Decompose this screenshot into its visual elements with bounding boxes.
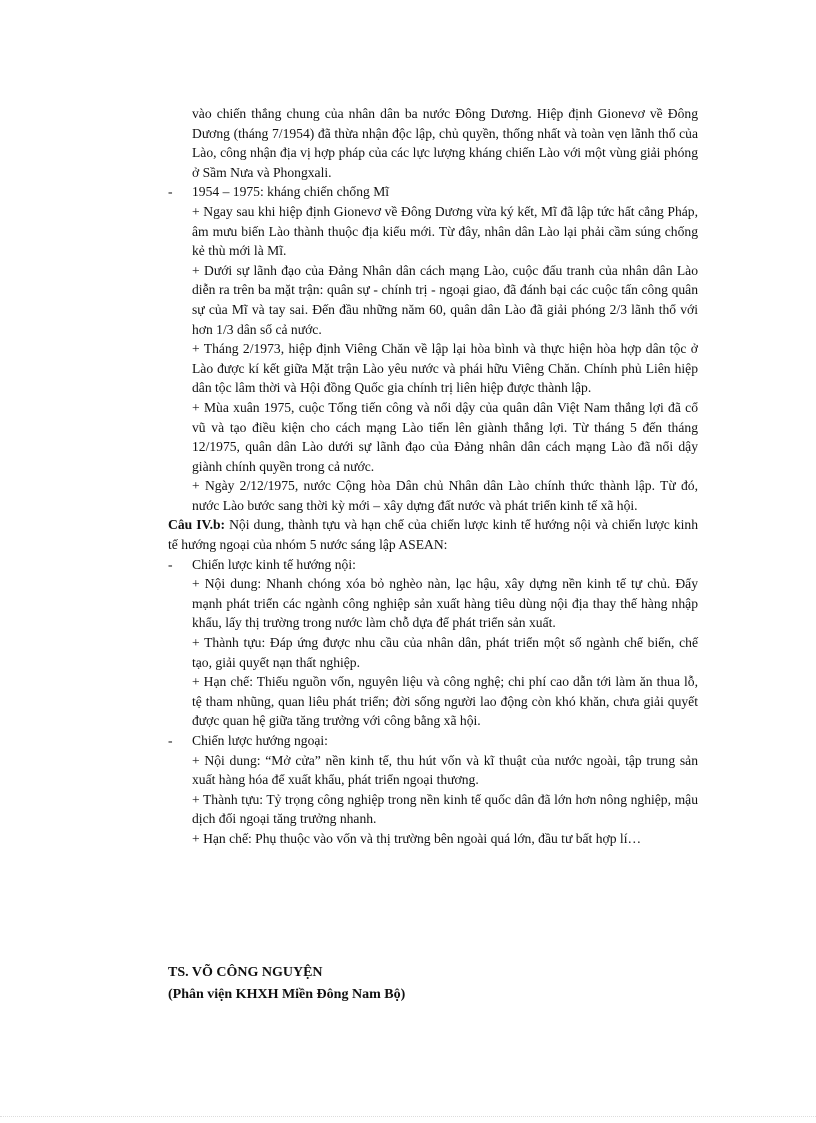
list-item: + Nội dung: Nhanh chóng xóa bỏ nghèo nàn, lạc hậu, xây dựng nền kinh tế tự chủ. Đẩy mạnh phát triển các ngành công nghiệp sản xuất hàng tiêu dùng nội địa thay thế hàng nhập khẩu, lấy thị trường trong nước làm chỗ dựa để phát triển sản xuất. <box>192 576 698 631</box>
author-name: TS. VÕ CÔNG NGUYỆN <box>168 965 323 980</box>
list-item: + Nội dung: “Mở cửa” nền kinh tế, thu hút vốn và kĩ thuật của nước ngoài, tập trung sản xuất hàng hóa để xuất khẩu, phát triển ngoại thương. <box>192 752 698 788</box>
list-item: + Thành tựu: Đáp ứng được nhu cầu của nhân dân, phát triển một số ngành chế biến, chế tạo, giải quyết nạn thất nghiệp. <box>192 635 698 670</box>
section-outward-title <box>168 731 698 751</box>
question-text: Nội dung, thành tựu và hạn chế của chiến lược kinh tế hướng nội và chiến lược kinh tế hướng ngoại của nhóm 5 nước sáng lập ASEAN: <box>168 517 698 553</box>
section-title-text: Chiến lược kinh tế hướng nội: <box>192 556 356 572</box>
list-item: + Tháng 2/1973, hiệp định Viêng Chăn về lập lại hòa bình và thực hiện hòa hợp dân tộc ở Lào được kí kết giữa Mặt trận Lào yêu nước và phái hữu Viêng Chăn. Chính phủ Liên hiệp dân tộc lâm thời và Hội đồng Quốc gia chính trị liên hiệp được thành lập. <box>192 341 698 396</box>
section-title-text: 1954 – 1975: kháng chiến chống Mĩ <box>192 184 390 200</box>
intro-paragraph: vào chiến thắng chung của nhân dân ba nước Đông Dương. Hiệp định Gionevơ về Đông Dương (tháng 7/1954) đã thừa nhận độc lập, chủ quyền, thống nhất và toàn vẹn lãnh thổ của Lào, công nhận địa vị hợp pháp của các lực lượng kháng chiến Lào với một vùng giải phóng ở Sầm Nưa và Phongxali. <box>192 106 698 180</box>
list-item: + Dưới sự lãnh đạo của Đảng Nhân dân cách mạng Lào, cuộc đấu tranh của nhân dân Lào diễn ra trên ba mặt trận: quân sự - chính trị - ngoại giao, đã đánh bại các cuộc tấn công quân sự của Mĩ và tay sai. Đến đầu những năm 60, quân dân Lào đã giải phóng 2/3 lãnh thổ với hơn 1/3 dân số cả nước. <box>192 262 698 337</box>
list-item: + Ngay sau khi hiệp định Gionevơ về Đông Dương vừa ký kết, Mĩ đã lập tức hất cẳng Pháp, âm mưu biến Lào thành thuộc địa kiểu mới. Từ đây, nhân dân Lào lại phải cầm súng chống kẻ thù mới là Mĩ. <box>192 203 698 259</box>
list-item: + Hạn chế: Phụ thuộc vào vốn và thị trường bên ngoài quá lớn, đầu tư bất hợp lí… <box>192 830 642 846</box>
section-title-text: Chiến lược hướng ngoại: <box>192 733 328 748</box>
section-1954-1975-title <box>168 182 698 202</box>
section-inward-title <box>168 555 698 575</box>
author-block <box>168 962 688 1006</box>
list-item: + Hạn chế: Thiếu nguồn vốn, nguyên liệu và công nghệ; chi phí cao dẫn tới làm ăn thua lỗ, tệ tham nhũng, quan liêu phát triển; đời sống người lao động còn khó khăn, chưa giải quyết được quan hệ giữa tăng trưởng với công bằng xã hội. <box>192 674 698 729</box>
dash-marker: - <box>168 184 173 200</box>
author-affiliation: (Phân viện KHXH Miền Đông Nam Bộ) <box>168 987 406 1002</box>
list-item: + Mùa xuân 1975, cuộc Tổng tiến công và nổi dậy của quân dân Việt Nam thắng lợi đã cổ vũ và tạo điều kiện cho cách mạng Lào tiến lên giành thắng lợi. Từ tháng 5 đến tháng 12/1975, quân dân Lào dưới sự lãnh đạo của Đảng nhân dân cách mạng Lào đã nổi dậy giành chính quyền trong cả nước. <box>192 399 698 474</box>
list-item: + Thành tựu: Tỷ trọng công nghiệp trong nền kinh tế quốc dân đã lớn hơn nông nghiệp, mậu dịch đối ngoại tăng trưởng nhanh. <box>192 791 698 827</box>
dash-marker: - <box>168 556 173 572</box>
document-body <box>168 104 698 849</box>
question-label: Câu IV.b: <box>168 517 226 533</box>
list-item: + Ngày 2/12/1975, nước Cộng hòa Dân chủ Nhân dân Lào chính thức thành lập. Từ đó, nước Lào bước sang thời kỳ mới – xây dựng đất nước và phát triển kinh tế xã hội. <box>192 478 698 513</box>
page-bottom-divider <box>0 1116 816 1117</box>
dash-marker: - <box>168 733 173 748</box>
question-heading <box>168 515 698 554</box>
